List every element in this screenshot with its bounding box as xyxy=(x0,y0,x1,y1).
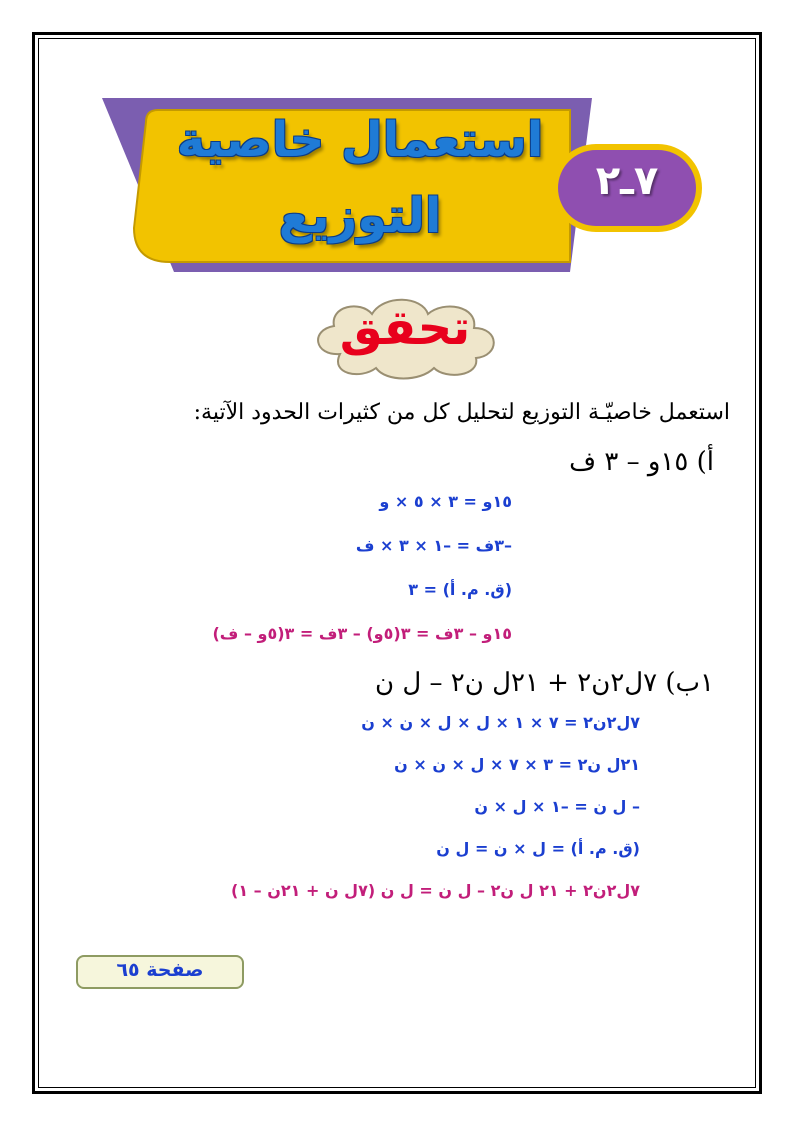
question-a-step-1: ١٥و = ٣ × ٥ × و xyxy=(379,492,512,511)
check-heading: تحقق xyxy=(339,300,471,356)
question-a-step-3: (ق. م. أ) = ٣ xyxy=(408,580,512,599)
question-b-step-1: ٧ل٢ن٢ = ٧ × ١ × ل × ل × ن × ن xyxy=(361,713,640,732)
banner-title-line1: استعمال خاصية xyxy=(176,112,544,168)
question-b-step-3: – ل ن = –١ × ل × ن xyxy=(474,797,640,816)
question-b-result: ٧ل٢ن٢ + ٢١ ل ن٢ – ل ن = ل ن (٧ل ن + ٢١ن – ١) xyxy=(231,881,640,900)
question-b-step-2: ٢١ل ن٢ = ٣ × ٧ × ل × ن × ن xyxy=(394,755,640,774)
instruction-text: استعمل خاصيّـة التوزيع لتحليل كل من كثيرات الحدود الآتية: xyxy=(193,400,730,425)
question-a-label: أ) ١٥و – ٣ ف xyxy=(569,447,714,477)
page-reference: صفحة ٦٥ xyxy=(116,959,204,981)
banner-title-line2: التوزيع xyxy=(278,188,442,244)
question-b-step-4: (ق. م. أ) = ل × ن = ل ن xyxy=(436,839,640,858)
lesson-banner xyxy=(100,96,720,276)
question-a-result: ١٥و – ٣ف = ٣(٥و) – ٣ف = ٣(٥و – ف) xyxy=(212,624,512,643)
question-a-step-2: –٣ف = –١ × ٣ × ف xyxy=(355,536,512,555)
lesson-number-badge: ٧ـ٢ xyxy=(595,158,659,204)
question-b-label: ١ب) ٧ل٢ن٢ + ٢١ل ن٢ – ل ن xyxy=(374,668,714,698)
